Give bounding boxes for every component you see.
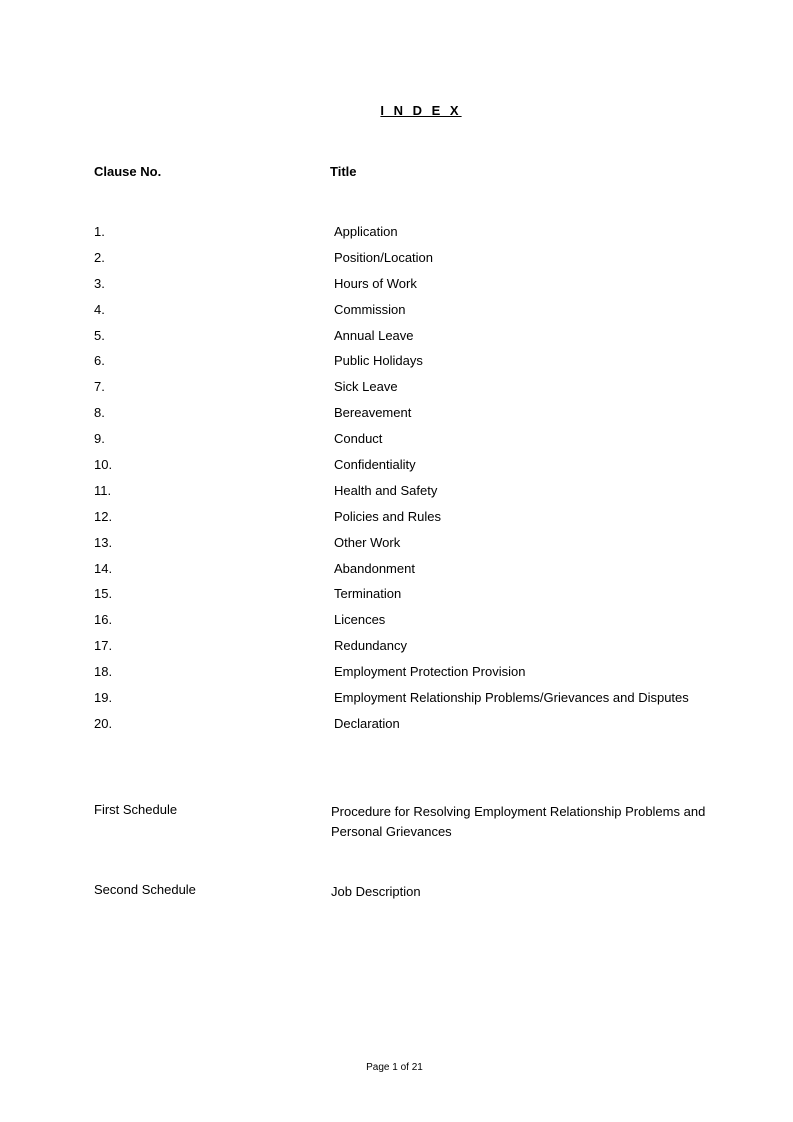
clause-number: 8. [94, 405, 105, 421]
clause-number: 5. [94, 327, 105, 343]
clause-number: 19. [94, 690, 113, 706]
clause-row-12 [94, 509, 734, 535]
clause-title: Other Work [334, 534, 401, 550]
clause-row-14 [94, 561, 734, 587]
index-title: I N D E X [380, 103, 462, 118]
schedule-title: Procedure for Resolving Employment Relationship Problems and Personal Grievances [331, 804, 706, 839]
clause-number: 20. [94, 715, 113, 731]
clause-title: Declaration [334, 715, 400, 731]
clause-number: 4. [94, 301, 105, 317]
clause-number: 6. [94, 353, 105, 369]
clause-row-9 [94, 431, 734, 457]
clause-number: 11. [94, 482, 112, 498]
clause-number: 3. [94, 275, 105, 291]
clause-number: 9. [94, 431, 105, 447]
clause-number: 17. [94, 638, 113, 654]
clause-row-8 [94, 405, 734, 431]
clause-number: 16. [94, 612, 113, 628]
clause-title: Abandonment [334, 560, 415, 576]
clause-title: Public Holidays [334, 353, 423, 369]
clause-number: 1. [94, 224, 105, 239]
clause-no-header: Clause No. [94, 164, 162, 179]
title-header: Title [330, 164, 357, 179]
clause-title: Position/Location [334, 249, 434, 265]
clause-title: Sick Leave [334, 379, 398, 395]
schedule-label: Second Schedule [94, 882, 196, 897]
clause-title: Commission [334, 301, 406, 317]
clause-row-19 [94, 690, 734, 716]
clause-row-4 [94, 302, 734, 328]
clause-title: Annual Leave [334, 327, 414, 343]
clause-row-13 [94, 535, 734, 561]
clause-number: 13. [94, 534, 113, 550]
clause-list [94, 224, 734, 742]
clause-row-7 [94, 379, 734, 405]
clause-row-15 [94, 586, 734, 612]
clause-title: Redundancy [334, 638, 407, 654]
clause-title: Hours of Work [334, 275, 417, 291]
clause-row-6 [94, 353, 734, 379]
clause-row-3 [94, 276, 734, 302]
clause-title: Confidentiality [334, 457, 416, 473]
clause-title: Termination [334, 586, 402, 602]
clause-number: 18. [94, 664, 113, 680]
clause-title: Licences [334, 612, 386, 628]
clause-row-16 [94, 612, 734, 638]
clause-number: 14. [94, 560, 113, 576]
clause-number: 12. [94, 508, 113, 524]
clause-number: 10. [94, 457, 113, 473]
clause-row-10 [94, 457, 734, 483]
clause-row-2 [94, 250, 734, 276]
clause-number: 15. [94, 586, 113, 602]
clause-row-11 [94, 483, 734, 509]
clause-number: 2. [94, 249, 105, 265]
clause-number: 7. [94, 379, 105, 395]
clause-row-20 [94, 716, 734, 742]
clause-row-18 [94, 664, 734, 690]
schedule-label: First Schedule [94, 802, 178, 817]
clause-row-1 [94, 224, 734, 250]
clause-row-5 [94, 328, 734, 354]
clause-title: Policies and Rules [334, 508, 441, 524]
clause-title: Health and Safety [334, 482, 438, 498]
clause-title: Application [334, 224, 398, 239]
schedule-title: Job Description [331, 884, 421, 899]
clause-title: Conduct [334, 431, 383, 447]
clause-row-17 [94, 638, 734, 664]
page-number-footer: Page 1 of 21 [366, 1062, 423, 1073]
clause-title: Bereavement [334, 405, 412, 421]
clause-title: Employment Relationship Problems/Grievances and Disputes [334, 690, 689, 706]
clause-title: Employment Protection Provision [334, 664, 526, 680]
